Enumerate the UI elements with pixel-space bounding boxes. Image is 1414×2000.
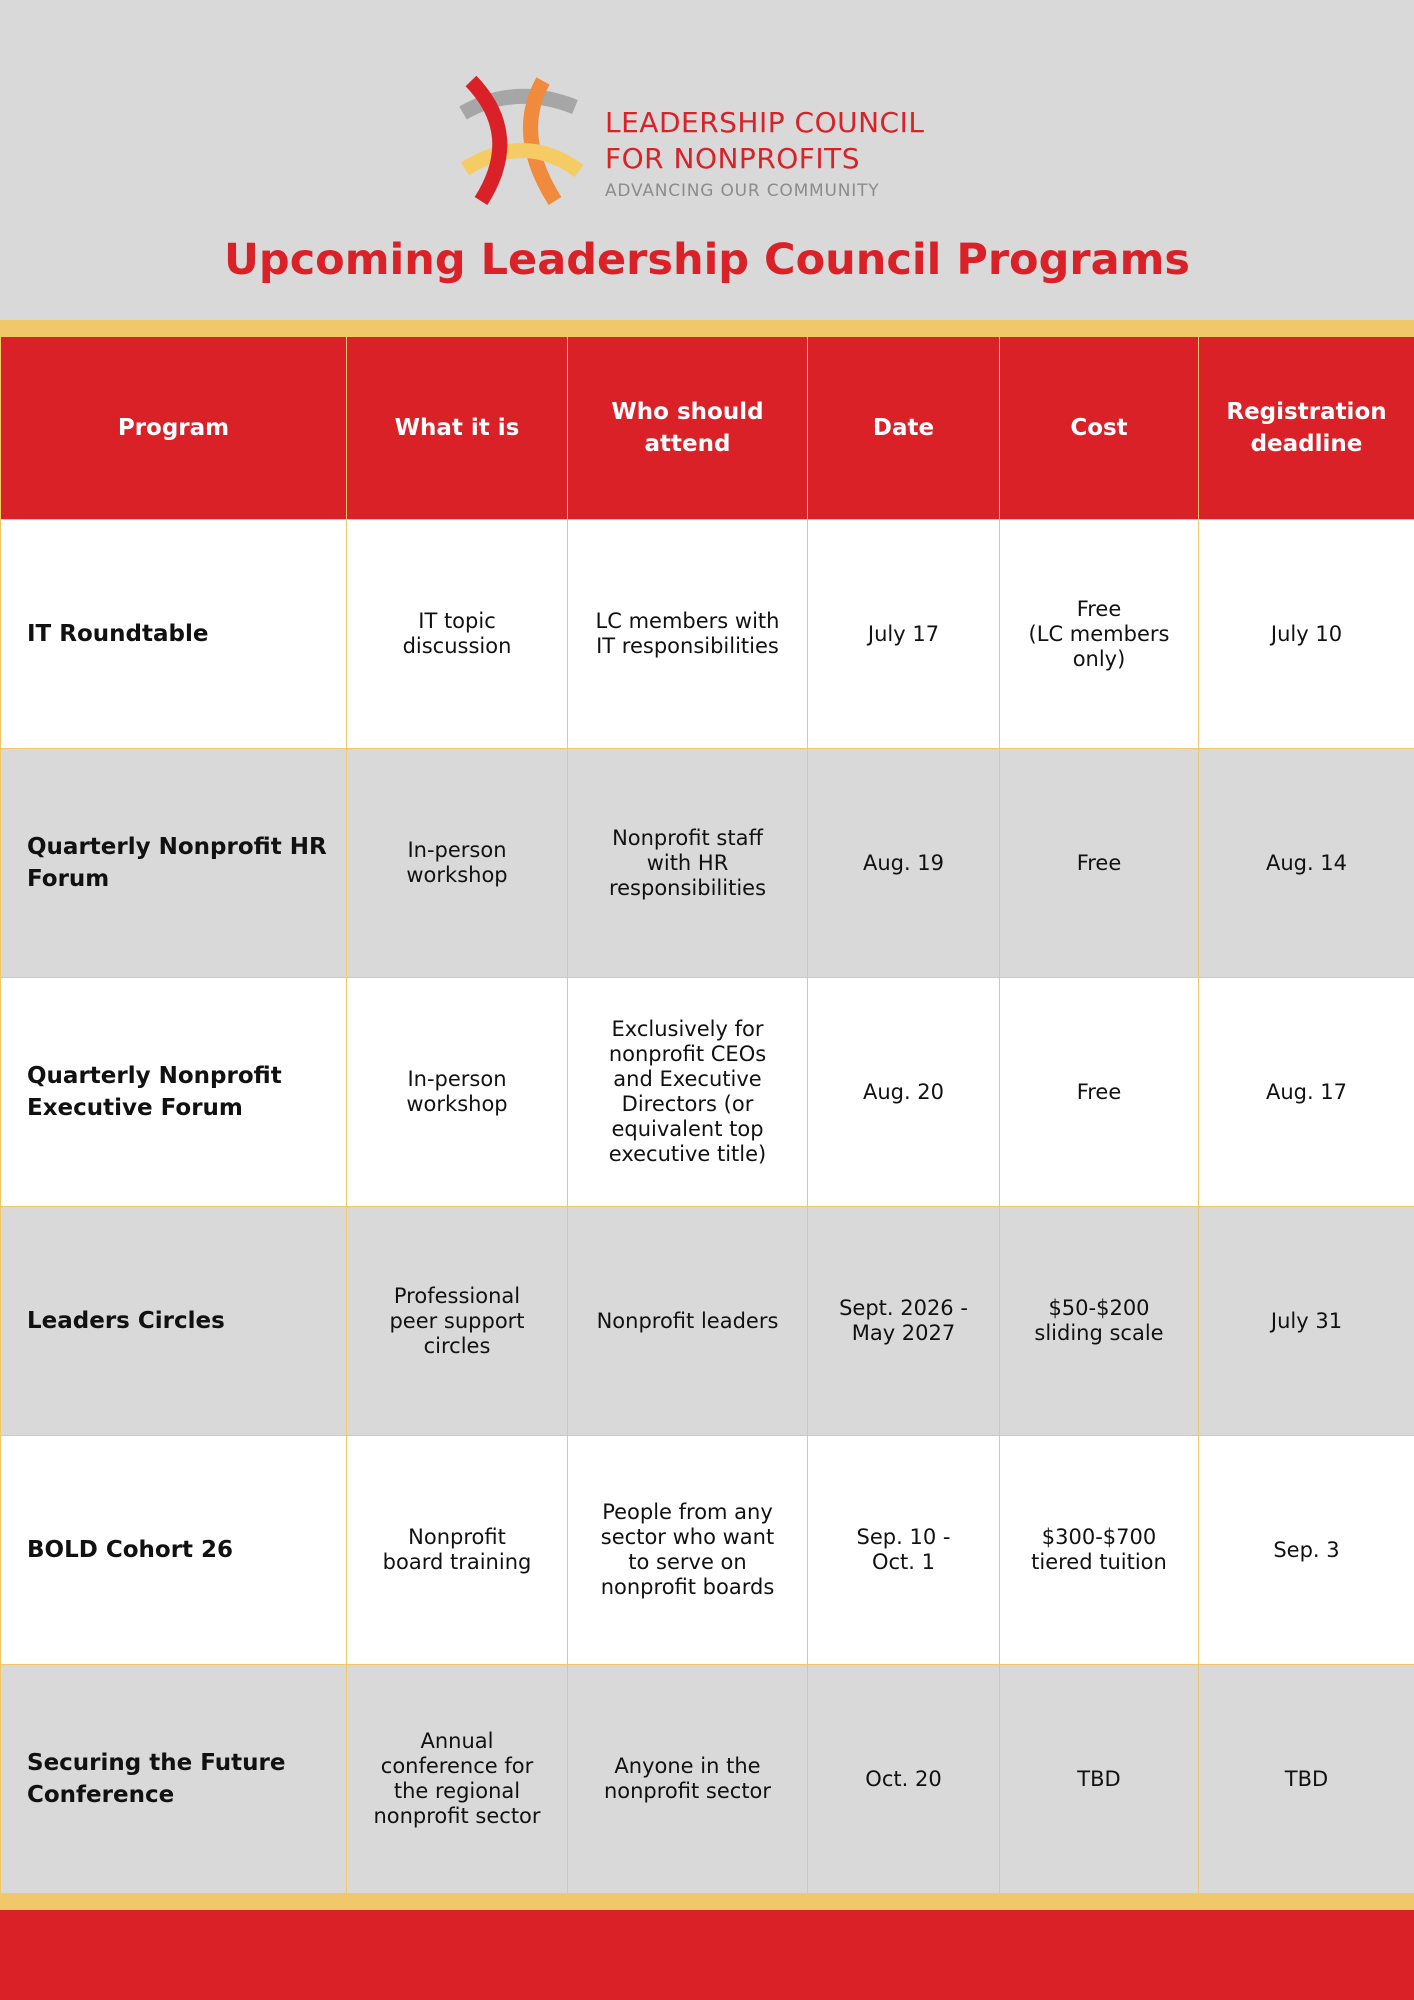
who-should-attend-cell: LC members with IT responsibilities [568, 520, 808, 749]
cost-cell: Free [1000, 978, 1199, 1207]
who-should-attend-cell: Nonprofit staff with HR responsibilities [568, 749, 808, 978]
program-name-cell: Quarterly Nonprofit HR Forum [1, 749, 347, 978]
cost-cell: Free (LC members only) [1000, 520, 1199, 749]
date-cell: July 17 [808, 520, 1000, 749]
logo-tagline: ADVANCING OUR COMMUNITY [605, 181, 880, 201]
header-date: Date [808, 337, 1000, 520]
what-it-is-cell: Professional peer support circles [347, 1207, 568, 1436]
header-who-should-attend: Who should attend [568, 337, 808, 520]
program-name-cell: BOLD Cohort 26 [1, 1436, 347, 1665]
registration-deadline-cell: Aug. 14 [1199, 749, 1414, 978]
logo-text [605, 105, 924, 203]
programs-table [0, 336, 1414, 1894]
table-row [1, 749, 1414, 978]
table-row [1, 520, 1414, 749]
registration-deadline-cell: Aug. 17 [1199, 978, 1414, 1207]
date-cell: Aug. 20 [808, 978, 1000, 1207]
program-name-cell: Quarterly Nonprofit Executive Forum [1, 978, 347, 1207]
logo-line-2: FOR NONPROFITS [605, 142, 861, 175]
bottom-accent-stripe [0, 1894, 1414, 1910]
date-cell: Oct. 20 [808, 1665, 1000, 1894]
header-cost: Cost [1000, 337, 1199, 520]
header-what-it-is: What it is [347, 337, 568, 520]
cost-cell: TBD [1000, 1665, 1199, 1894]
program-name-cell: Leaders Circles [1, 1207, 347, 1436]
program-name-cell: IT Roundtable [1, 520, 347, 749]
who-should-attend-cell: Exclusively for nonprofit CEOs and Executive Directors (or equivalent top executive title) [568, 978, 808, 1207]
cost-cell: Free [1000, 749, 1199, 978]
date-cell: Sep. 10 - Oct. 1 [808, 1436, 1000, 1665]
table-row [1, 1207, 1414, 1436]
who-should-attend-cell: Nonprofit leaders [568, 1207, 808, 1436]
what-it-is-cell: In-person workshop [347, 749, 568, 978]
program-name-cell: Securing the Future Conference [1, 1665, 347, 1894]
cost-cell: $300-$700 tiered tuition [1000, 1436, 1199, 1665]
logo-line-1: LEADERSHIP COUNCIL [605, 106, 925, 139]
top-accent-stripe [0, 320, 1414, 336]
what-it-is-cell: Nonprofit board training [347, 1436, 568, 1665]
who-should-attend-cell: People from any sector who want to serve on nonprofit boards [568, 1436, 808, 1665]
header-program: Program [1, 337, 347, 520]
table-row [1, 1436, 1414, 1665]
what-it-is-cell: IT topic discussion [347, 520, 568, 749]
what-it-is-cell: In-person workshop [347, 978, 568, 1207]
registration-deadline-cell: TBD [1199, 1665, 1414, 1894]
table-header-row [1, 337, 1414, 520]
what-it-is-cell: Annual conference for the regional nonprofit sector [347, 1665, 568, 1894]
page-title: Upcoming Leadership Council Programs [224, 235, 1190, 285]
cost-cell: $50-$200 sliding scale [1000, 1207, 1199, 1436]
page-footer [0, 1910, 1414, 2000]
registration-deadline-cell: Sep. 3 [1199, 1436, 1414, 1665]
logo-mark-icon [455, 75, 585, 205]
date-cell: Aug. 19 [808, 749, 1000, 978]
table-row [1, 978, 1414, 1207]
organization-logo [455, 75, 955, 205]
page-header [0, 0, 1414, 320]
table-row [1, 1665, 1414, 1894]
who-should-attend-cell: Anyone in the nonprofit sector [568, 1665, 808, 1894]
header-registration-deadline: Registration deadline [1199, 337, 1414, 520]
registration-deadline-cell: July 31 [1199, 1207, 1414, 1436]
registration-deadline-cell: July 10 [1199, 520, 1414, 749]
date-cell: Sept. 2026 - May 2027 [808, 1207, 1000, 1436]
